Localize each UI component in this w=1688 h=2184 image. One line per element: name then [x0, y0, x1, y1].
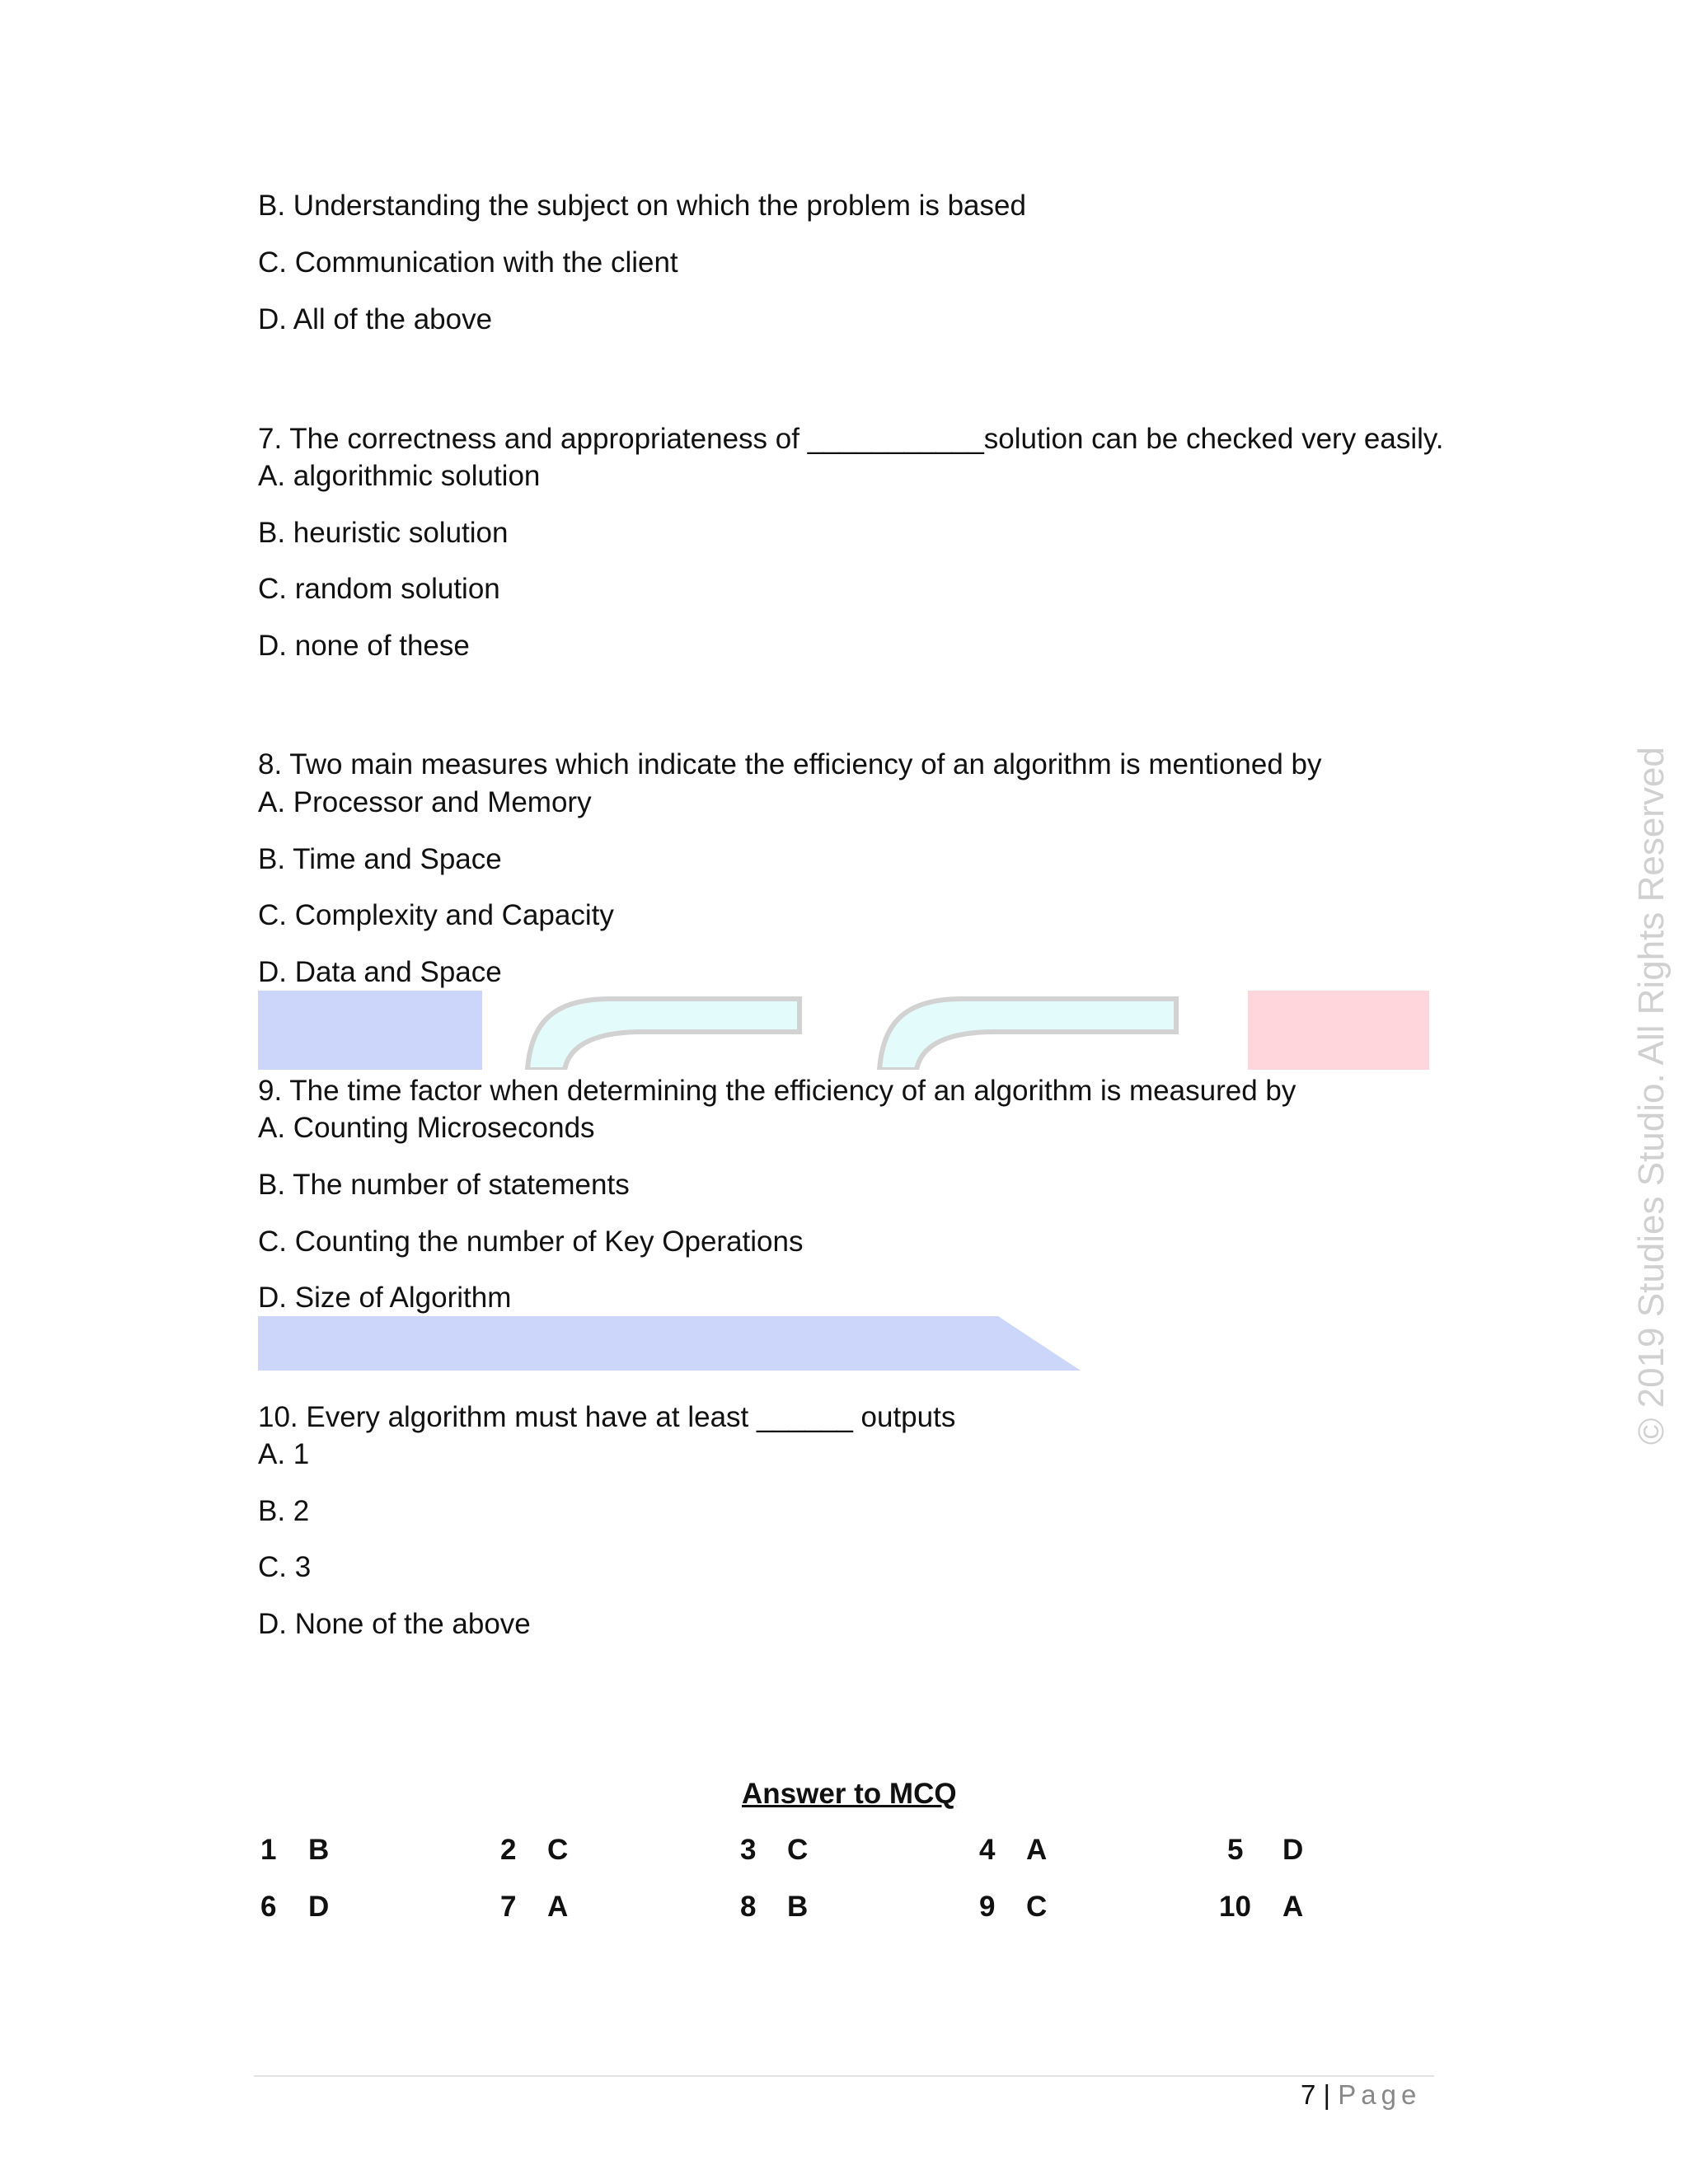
answer-letter: A: [547, 1891, 569, 1923]
page-label: Page: [1338, 2079, 1422, 2110]
q8-option-d: D. Data and Space: [258, 956, 502, 988]
q9-option-d: D. Size of Algorithm: [258, 1282, 512, 1314]
q6-option-b: B. Understanding the subject on which the problem is based: [258, 190, 1026, 222]
q9-option-b: B. The number of statements: [258, 1169, 630, 1201]
q8-option-a: A. Processor and Memory: [258, 786, 592, 818]
answer-number: 7: [500, 1891, 517, 1923]
answer-letter: D: [308, 1891, 330, 1923]
blue-strip-lower: [258, 1316, 1082, 1371]
q9-option-c: C. Counting the number of Key Operations: [258, 1226, 804, 1258]
answer-number: 2: [500, 1834, 517, 1866]
answer-number: 9: [979, 1891, 996, 1923]
answer-number: 8: [740, 1891, 757, 1923]
page-number: 7: [1301, 2079, 1316, 2110]
cyan-curve-strip-1: [519, 991, 829, 1070]
answer-number: 5: [1227, 1834, 1244, 1866]
answer-letter: A: [1282, 1891, 1304, 1923]
answer-letter: C: [1026, 1891, 1048, 1923]
q10-option-b: B. 2: [258, 1495, 310, 1527]
pink-strip-right: [1248, 991, 1429, 1070]
answer-number: 6: [260, 1891, 277, 1923]
q7-question: 7. The correctness and appropriateness of ___________solution can be checked very easily.: [258, 423, 1444, 455]
q8-option-c: C. Complexity and Capacity: [258, 899, 614, 931]
q6-option-d: D. All of the above: [258, 303, 493, 335]
q10-question: 10. Every algorithm must have at least ______ outputs: [258, 1401, 956, 1433]
q8-question: 8. Two main measures which indicate the efficiency of an algorithm is mentioned by: [258, 748, 1322, 780]
q10-option-d: D. None of the above: [258, 1608, 531, 1640]
q8-option-b: B. Time and Space: [258, 843, 502, 875]
footer-separator: |: [1323, 2079, 1331, 2110]
answer-number: 1: [260, 1834, 277, 1866]
blue-strip-left: [258, 991, 482, 1070]
answer-number: 10: [1219, 1891, 1251, 1923]
answer-letter: C: [787, 1834, 809, 1866]
q7-option-d: D. none of these: [258, 630, 470, 662]
q9-question: 9. The time factor when determining the efficiency of an algorithm is measured by: [258, 1075, 1296, 1107]
answer-letter: C: [547, 1834, 569, 1866]
answer-key-title: Answer to MCQ: [742, 1778, 957, 1810]
answer-number: 3: [740, 1834, 757, 1866]
answer-number: 4: [979, 1834, 996, 1866]
answer-letter: B: [787, 1891, 809, 1923]
answer-letter: D: [1282, 1834, 1304, 1866]
q7-option-a: A. algorithmic solution: [258, 460, 541, 492]
footer-divider: [254, 2075, 1434, 2077]
answer-letter: A: [1026, 1834, 1048, 1866]
q9-option-a: A. Counting Microseconds: [258, 1112, 595, 1144]
answer-letter: B: [308, 1834, 330, 1866]
q10-option-c: C. 3: [258, 1551, 312, 1583]
q7-option-c: C. random solution: [258, 573, 500, 605]
q6-option-c: C. Communication with the client: [258, 246, 678, 279]
page-footer: [1301, 2079, 1421, 2111]
q10-option-a: A. 1: [258, 1438, 310, 1470]
q7-option-b: B. heuristic solution: [258, 517, 509, 549]
cyan-curve-strip-2: [871, 991, 1181, 1070]
copyright-watermark: © 2019 Studies Studio. All Rights Reserved: [1631, 747, 1672, 1445]
